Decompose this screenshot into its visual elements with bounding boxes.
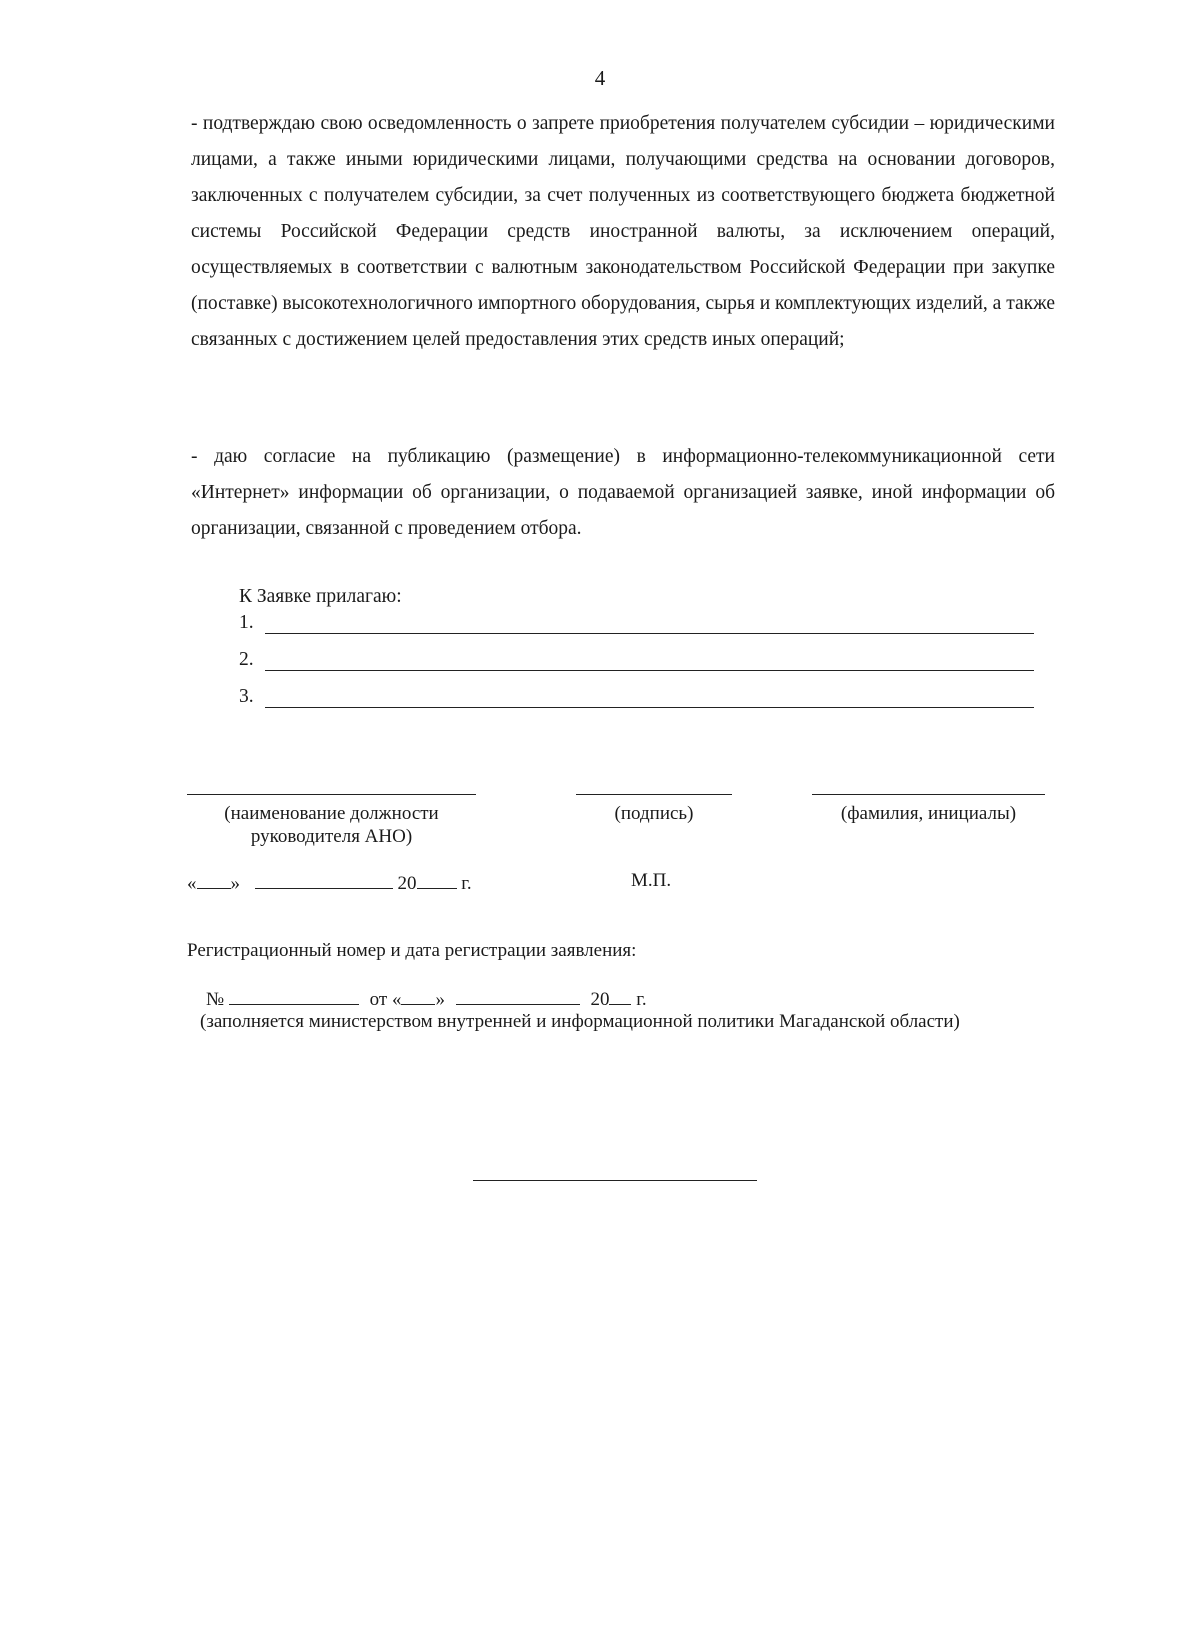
paragraph-awareness: - подтверждаю свою осведомленность о запрете приобретения получателем субсидии – юридическими лицами, а также иными юридическими лицами, получающими средства на основании договоров, заключенных с получателем субсидии, за счет полученных из соответствующего бюджета бюджетной системы Российской Федерации средств иностранной валюты, за исключением операций, осуществляемых в соответствии с валютным законодательством Российской Федерации при закупке (поставке) высокотехнологичного импортного оборудования, сырья и комплектующих изделий, а также связанных с достижением целей предоставления этих средств иных операций; bbox=[191, 113, 1055, 350]
attachment-blank[interactable] bbox=[265, 687, 1034, 708]
registration-month-blank[interactable] bbox=[456, 986, 580, 1005]
registration-note: (заполняется министерством внутренней и информационной политики Магаданской области) bbox=[200, 1011, 960, 1032]
date-row: « » 20 г. bbox=[187, 870, 472, 895]
signature-line[interactable] bbox=[576, 794, 732, 795]
stamp-label: М.П. bbox=[631, 870, 672, 891]
attachment-line-3[interactable] bbox=[239, 680, 1034, 708]
attachment-blank[interactable] bbox=[265, 613, 1034, 634]
signature-label: (подпись) bbox=[614, 803, 694, 824]
year-blank[interactable] bbox=[417, 870, 457, 889]
attachment-line-1[interactable] bbox=[239, 606, 1034, 634]
position-label bbox=[187, 802, 476, 848]
end-of-document-line bbox=[473, 1180, 757, 1181]
registration-title: Регистрационный номер и дата регистрации заявления: bbox=[187, 940, 637, 961]
month-blank[interactable] bbox=[255, 870, 393, 889]
position-label-line-2: руководителя АНО) bbox=[250, 826, 413, 847]
attachment-number: 3. bbox=[239, 686, 254, 707]
page-number: 4 bbox=[594, 66, 606, 90]
registration-number-blank[interactable] bbox=[229, 986, 359, 1005]
paragraph-consent: - даю согласие на публикацию (размещение) в информационно-телекоммуникационной сети «Интернет» информации об организации, о подаваемой организацией заявке, иной информации об организации, связанной с проведением отбора. bbox=[191, 446, 1055, 539]
name-signature-line[interactable] bbox=[812, 794, 1045, 795]
attachment-number: 1. bbox=[239, 612, 254, 633]
day-blank[interactable] bbox=[197, 870, 231, 889]
attachments-title: К Заявке прилагаю: bbox=[239, 586, 402, 607]
position-label-line-1: (наименование должности bbox=[224, 803, 439, 824]
attachment-line-2[interactable] bbox=[239, 643, 1034, 671]
name-label: (фамилия, инициалы) bbox=[840, 803, 1017, 824]
registration-number-row: № от « » 20 г. bbox=[206, 986, 647, 1011]
registration-day-blank[interactable] bbox=[401, 986, 435, 1005]
attachment-blank[interactable] bbox=[265, 650, 1034, 671]
attachment-number: 2. bbox=[239, 649, 254, 670]
registration-year-blank[interactable] bbox=[609, 986, 631, 1005]
position-signature-line[interactable] bbox=[187, 794, 476, 795]
